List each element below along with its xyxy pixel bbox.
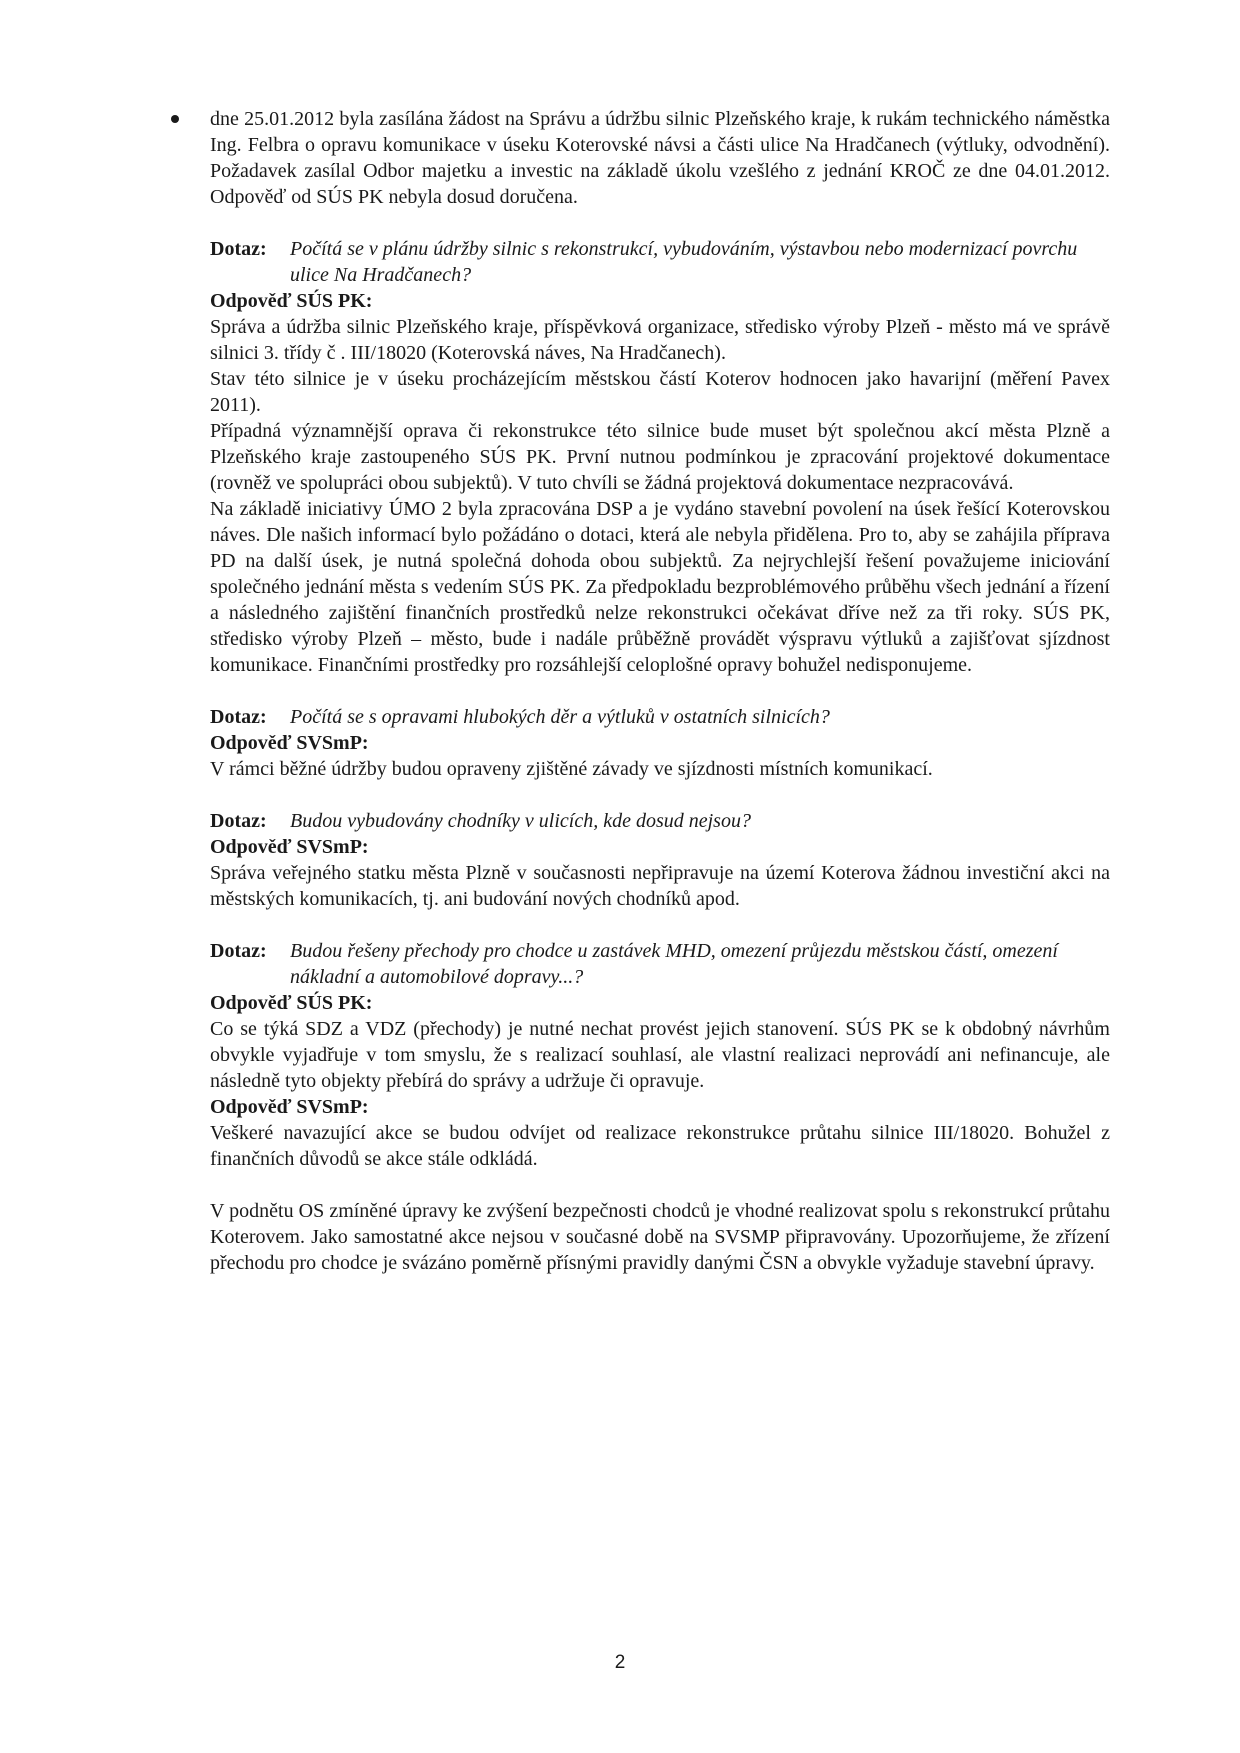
question-text: Budou řešeny přechody pro chodce u zastávek MHD, omezení průjezdu městskou částí, omezení nákladní a automobilové dopravy...? — [290, 940, 1058, 988]
closing-paragraph: V podnětu OS zmíněné úpravy ke zvýšení bezpečnosti chodců je vhodné realizovat spolu s rekonstrukcí průtahu Koterovem. Jako samostatné akce nejsou v současné době na SVSMP připravovány. Upozorňujeme, že zřízení přechodu pro chodce je svázáno poměrně přísnými pravidly danými ČSN a obvykle vyžaduje stavební úpravy. — [210, 1200, 1110, 1274]
answer-label: Odpověď SVSmP: — [210, 732, 369, 754]
question-label: Dotaz: — [210, 706, 267, 728]
intro-bullet-item — [210, 106, 1110, 210]
page-content — [210, 106, 1110, 1276]
answer-label: Odpověď SÚS PK: — [210, 290, 373, 312]
answer-paragraph: V rámci běžné údržby budou opraveny zjištěné závady ve sjízdnosti místních komunikací. — [210, 758, 933, 780]
answer-paragraph: Co se týká SDZ a VDZ (přechody) je nutné nechat provést jejich stanovení. SÚS PK se k obdobný návrhům obvykle vyjadřuje v tom smyslu, že s realizací souhlasí, ale vlastní realizaci neprovádí ani nefinancuje, ale následně tyto objekty přebírá do správy a udržuje či opravuje. — [210, 1018, 1110, 1092]
question-text: Počítá se v plánu údržby silnic s rekonstrukcí, vybudováním, výstavbou nebo modernizací povrchu ulice Na Hradčanech? — [290, 238, 1078, 286]
question-text: Budou vybudovány chodníky v ulicích, kde dosud nejsou? — [290, 810, 751, 832]
question-text: Počítá se s opravami hlubokých děr a výtluků v ostatních silnicích? — [290, 706, 830, 728]
page-number: 2 — [614, 1652, 626, 1673]
answer-paragraph: Případná významnější oprava či rekonstrukce této silnice bude muset být společnou akcí města Plzně a Plzeňského kraje zastoupeného SÚS PK. První nutnou podmínkou je zpracování projektové dokumentace (rovněž ve spolupráci obou subjektů). V tuto chvíli se žádná projektová dokumentace nezpracovává. — [210, 420, 1110, 494]
answer-label: Odpověď SVSmP: — [210, 1096, 369, 1118]
question-4 — [210, 938, 1110, 990]
answer-paragraph: Veškeré navazující akce se budou odvíjet od realizace rekonstrukce průtahu silnice III/18020. Bohužel z finančních důvodů se akce stále odkládá. — [210, 1122, 1110, 1170]
question-label: Dotaz: — [210, 810, 267, 832]
question-3 — [210, 808, 1110, 834]
answer-paragraph: Na základě iniciativy ÚMO 2 byla zpracována DSP a je vydáno stavební povolení na úsek řešící Koterovskou náves. Dle našich informací bylo požádáno o dotaci, která ale nebyla přidělena. Pro to, aby se zahájila příprava PD na další úsek, je nutná společná dohoda obou subjektů. Za nejrychlejší řešení považujeme iniciování společného jednání města s vedením SÚS PK. Za předpokladu bezproblémového průběhu všech jednání a řízení a následného zajištění finančních prostředků nelze rekonstrukci očekávat dříve než za tři roky. SÚS PK, středisko výroby Plzeň – město, bude i nadále průběžně provádět výspravu výtluků a zajišťovat sjízdnost komunikace. Finančními prostředky pro rozsáhlejší celoplošné opravy bohužel nedisponujeme. — [210, 498, 1110, 676]
bullet-icon — [171, 115, 179, 123]
intro-bullet-text: dne 25.01.2012 byla zasílána žádost na Správu a údržbu silnic Plzeňského kraje, k rukám technického náměstka Ing. Felbra o opravu komunikace v úseku Koterovské návsi a části ulice Na Hradčanech (výtluky, odvodnění). Požadavek zasílal Odbor majetku a investic na základě úkolu vzešlého z jednání KROČ ze dne 04.01.2012. Odpověď od SÚS PK nebyla dosud doručena. — [210, 108, 1110, 208]
answer-label: Odpověď SÚS PK: — [210, 992, 373, 1014]
question-label: Dotaz: — [210, 238, 267, 260]
answer-paragraph: Stav této silnice je v úseku procházejícím městskou částí Koterov hodnocen jako havarijní (měření Pavex 2011). — [210, 368, 1110, 416]
answer-paragraph: Správa veřejného statku města Plzně v současnosti nepřipravuje na území Koterova žádnou investiční akci na městských komunikacích, tj. ani budování nových chodníků apod. — [210, 862, 1110, 910]
question-1 — [210, 236, 1110, 288]
answer-paragraph: Správa a údržba silnic Plzeňského kraje, příspěvková organizace, středisko výroby Plzeň - město má ve správě silnici 3. třídy č . III/18020 (Koterovská náves, Na Hradčanech). — [210, 316, 1110, 364]
question-2 — [210, 704, 1110, 730]
answer-label: Odpověď SVSmP: — [210, 836, 369, 858]
question-label: Dotaz: — [210, 940, 267, 962]
